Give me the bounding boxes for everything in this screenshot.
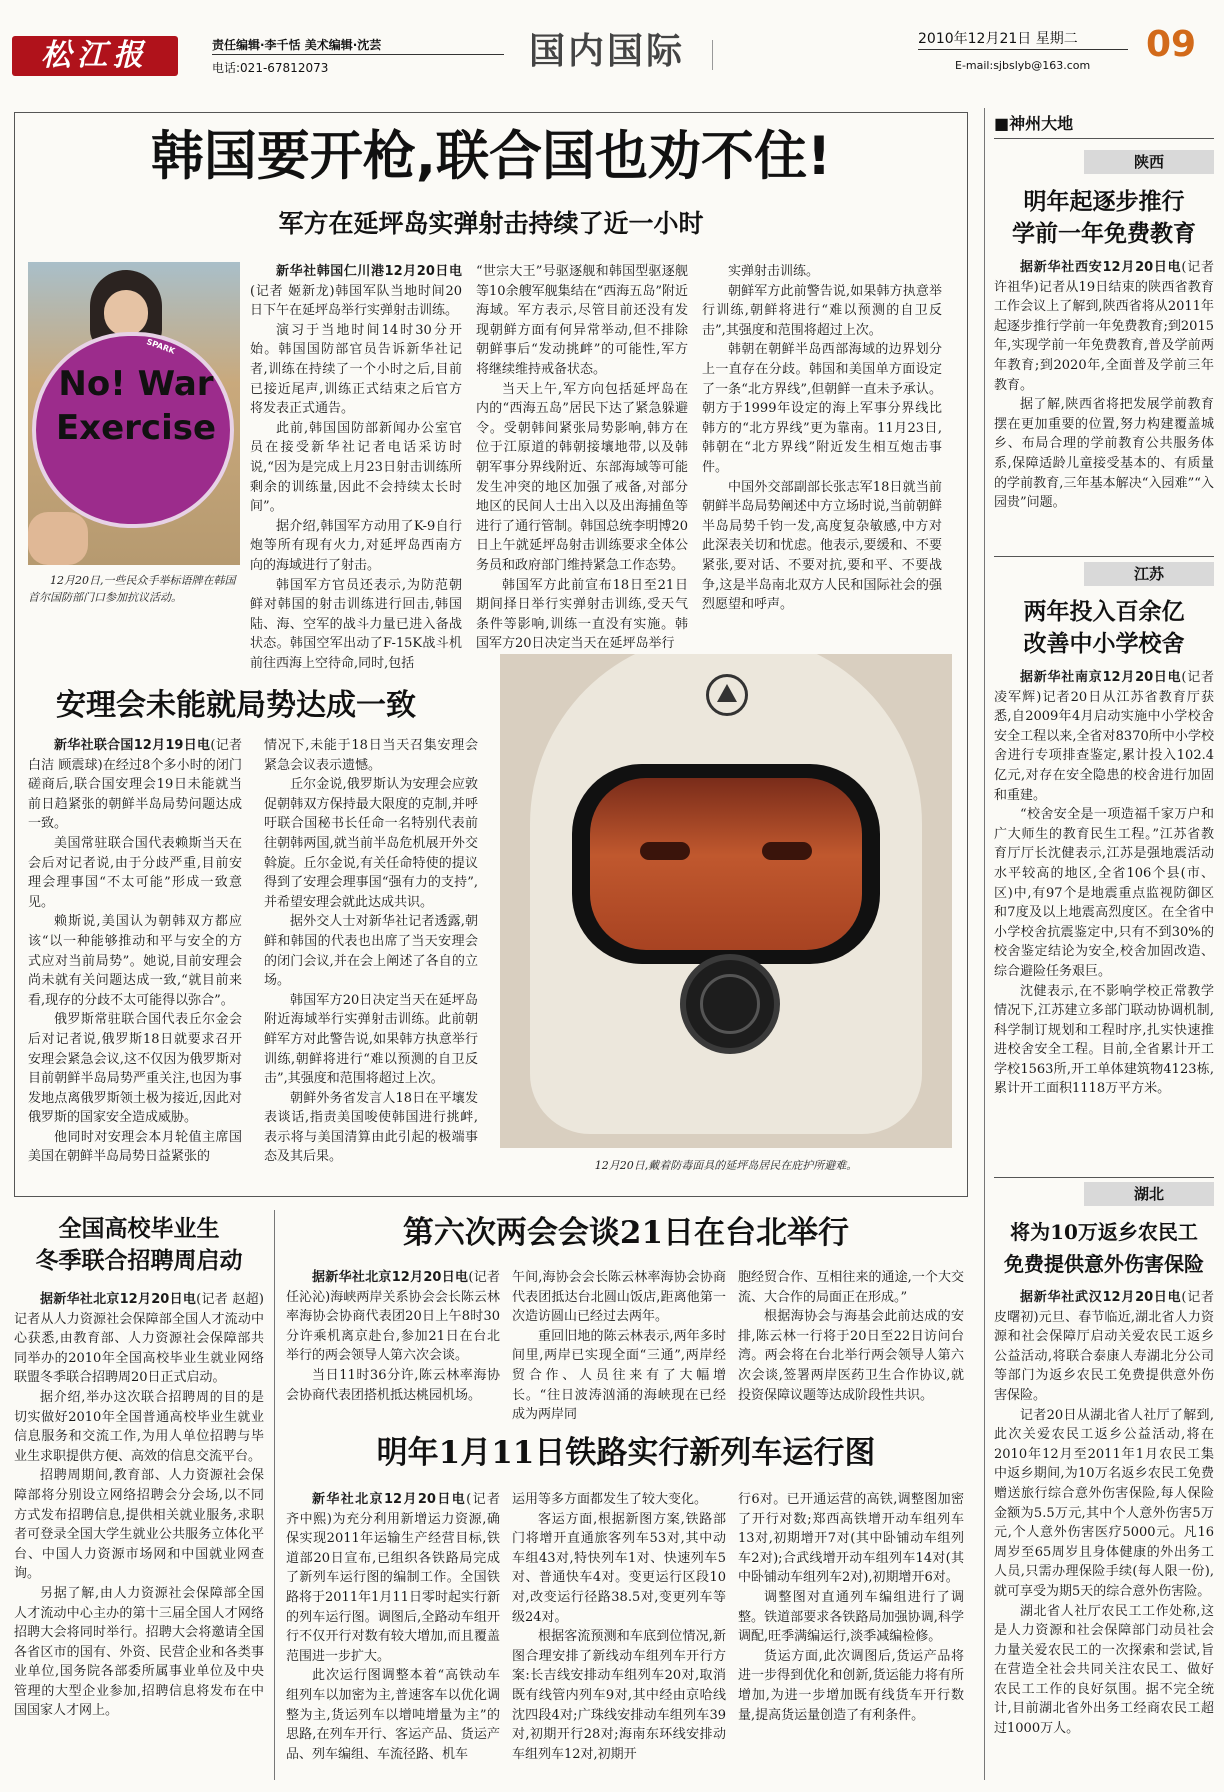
talks-column-3 — [738, 1268, 964, 1405]
newspaper-logo-text: 松江报 — [41, 38, 149, 73]
shaanxi-body — [994, 258, 1214, 513]
protest-photo — [28, 262, 240, 565]
eye-right — [762, 842, 812, 860]
talks-column-2 — [512, 1268, 726, 1425]
issue-date: 2010年12月21日 星期二 — [918, 31, 1078, 47]
jiangsu-paragraph: 据新华社南京12月20日电(记者 凌军辉)记者20日从江苏省教育厅获悉,自2009年4月启动实施中小学校舍安全工程以来,全省对8370所中小学校舍进行专项排查鉴定,累计投入102.4亿元,对存在安全隐患的校舍进行加固和重建。 — [994, 670, 1214, 803]
column-divider — [274, 1210, 275, 1780]
dateline: 新华社联合国12月19日电 — [54, 738, 211, 753]
un-column-1 — [28, 736, 242, 1167]
eye-left — [640, 842, 690, 860]
lead-column-3 — [702, 262, 942, 615]
jiangsu-headline-line2: 改善中小学校舍 — [1023, 630, 1185, 657]
hubei-body — [994, 1288, 1214, 1739]
hood-badge-mark — [717, 684, 737, 702]
lead-paragraph: 演习于当地时间14时30分开始。韩国国防部官员告诉新华社记者,训练在持续了一个小时之后,目前已接近尾声,训练正式结束之后官方将发表正式通告。 — [250, 322, 462, 417]
masthead — [0, 0, 1224, 90]
page-number: 09 — [1146, 24, 1197, 65]
hubei-headline-line2: 免费提供意外伤害保险 — [1004, 1252, 1204, 1276]
lead-paragraph: 据介绍,韩国军方动用了K-9自行炮等所有现有火力,对延坪岛西南方向的海域进行了射击。 — [250, 518, 462, 573]
talks-paragraph: 午间,海协会会长陈云林率海协会协商代表团抵达台北圆山饭店,距离他第一次造访圆山已经过去两年。 — [512, 1270, 726, 1325]
visor-face — [590, 778, 862, 950]
un-column-2 — [264, 736, 478, 1167]
rail-column-2 — [512, 1490, 726, 1764]
talks-paragraph: 胞经贸合作、互相往来的通途,一个大交流、大合作的局面正在形成。” — [738, 1270, 964, 1305]
talks-paragraph: 据新华社北京12月20日电(记者 任沁沁)海峡两岸关系协会会长陈云林率海协会协商代表团20日上午8时30分许乘机离京赴台,参加21日在台北举行的两会领导人第六次会谈。 — [286, 1270, 500, 1364]
lead-column-2 — [476, 262, 688, 654]
dateline: 新华社北京12月20日电 — [312, 1492, 467, 1507]
dateline: 据新华社北京12月20日电 — [312, 1270, 469, 1285]
dateline: 据新华社北京12月20日电 — [40, 1292, 197, 1307]
shaanxi-headline — [994, 186, 1214, 250]
un-paragraph: 韩国军方20日决定当天在延坪岛附近海域举行实弹射击训练。此前朝鲜军方对此警告说,如果韩方执意举行训练,朝鲜将进行“难以预测的自卫反击”,其强度和范围将超过上次。 — [264, 992, 478, 1087]
lead-paragraph: 此前,韩国国防部新闻办公室官员在接受新华社记者电话采访时说,“因为是完成上月23日射击训练所剩余的训练量,因此不会持续太长时间”。 — [250, 420, 462, 515]
un-paragraph: 赖斯说,美国认为朝韩双方都应该“以一种能够推动和平与安全的方式应对当前局势”。她说,目前安理会尚未就有关问题达成一致,“就目前来看,现存的分歧不太可能得以弥合”。 — [28, 914, 242, 1008]
un-paragraph: 情况下,未能于18日当天召集安理会紧急会议表示遗憾。 — [264, 738, 478, 773]
lead-paragraph: 韩国军方此前宣布18日至21日期间择日举行实弹射击训练,受天气条件等影响,训练一直没有实施。韩国军方20日决定当天在延坪岛举行 — [476, 577, 688, 652]
shaanxi-headline-line1: 明年起逐步推行 — [1023, 188, 1185, 215]
lead-paragraph: 韩朝在朝鲜半岛西部海域的边界划分上一直存在分歧。韩国和美国单方面设定了一条“北方界线”,但朝鲜一直未予承认。朝方于1999年设定的海上军事分界线比韩方的“北方界线”更为靠南。11月23日,韩朝在“北方界线”附近发生相互炮击事件。 — [702, 342, 942, 475]
rail-paragraph: 运用等多方面都发生了较大变化。 — [512, 1492, 708, 1507]
lead-paragraph: 新华社韩国仁川港12月20日电(记者 姬新龙)韩国军队当地时间20日下午在延坪岛举行实弹射击训练。 — [250, 264, 462, 319]
rail-headline: 明年1月11日铁路实行新列车运行图 — [376, 1435, 876, 1471]
un-headline: 安理会未能就局势达成一致 — [56, 688, 416, 723]
shaanxi-headline-line2: 学前一年免费教育 — [1012, 220, 1196, 247]
region-tag-hubei: 湖北 — [1084, 1182, 1214, 1206]
dateline: 据新华社武汉12月20日电 — [1020, 1290, 1182, 1305]
sidebar-header: ■神州大地 — [994, 114, 1074, 133]
editors-line: 责任编辑·李千恬 美术编辑·沈芸 — [212, 38, 382, 52]
rail-paragraph: 客运方面,根据新图方案,铁路部门将增开直通旅客列车53对,其中动车组43对,特快列车1对、快速列车5对、普通快车4对。变更运行区段10对,改变运行径路38.5对,变更列车等级24对。 — [512, 1511, 726, 1625]
sidebar-divider — [984, 108, 985, 1780]
hubei-paragraph: 湖北省人社厅农民工工作处称,这是人力资源和社会保障部门动员社会力量关爱农民工的一次探索和尝试,旨在营造全社会共同关注农民工、做好农民工工作的良好氛围。据不完全统计,目前湖北省外出务工经商农民工超过1000万人。 — [994, 1603, 1214, 1737]
talks-headline: 第六次两会会谈21日在台北举行 — [402, 1215, 850, 1251]
region-tag-shaanxi: 陕西 — [1084, 150, 1214, 174]
rail-paragraph: 新华社北京12月20日电(记者 齐中熙)为充分利用新增运力资源,确保实现2011年运输生产经营目标,铁道部20日宣布,已组织各铁路局完成了新列车运行图的编制工作。全国铁路将于2011年1月11日零时起实行新的列车运行图。调图后,全路动车组开行不仅开行对数有较大增加,而且覆盖范围进一步扩大。 — [286, 1492, 501, 1664]
hubei-paragraph: 记者20日从湖北省人社厅了解到,此次关爱农民工返乡公益活动,将在2010年12月至2011年1月农民工集中返乡期间,为10万名返乡农民工免费赠送旅行综合意外伤害保险,每人保险金额为5.5万元,其中个人意外伤害5万元,个人意外伤害医疗5000元。凡16周岁至65周岁且身体健康的外出务工人员,只需办理保险手续(每人限一份),就可享受为期5天的综合意外伤害险。 — [994, 1407, 1214, 1599]
dateline: 据新华社南京12月20日电 — [1020, 670, 1182, 685]
phone-line: 电话:021-67812073 — [212, 61, 329, 75]
dateline: 据新华社西安12月20日电 — [1020, 260, 1182, 275]
lead-paragraph: 朝鲜军方此前警告说,如果韩方执意举行训练,朝鲜将进行“难以预测的自卫反击”,其强度和范围将超过上次。 — [702, 283, 942, 338]
un-paragraph: 朝鲜外务省发言人18日在平壤发表谈话,指责美国唆使韩国进行挑衅,表示将与美国清算由此引起的极端事态及其后果。 — [264, 1090, 478, 1165]
un-paragraph: 新华社联合国12月19日电(记者 白洁 顾震球)在经过8个多小时的闭门磋商后,联合国安理会19日未能就当前日趋紧张的朝鲜半岛局势问题达成一致。 — [28, 738, 242, 832]
region-tag-jiangsu: 江苏 — [1084, 562, 1214, 586]
lead-paragraph: 中国外交部副部长张志军18日就当前朝鲜半岛局势阐述中方立场时说,当前朝鲜半岛局势千钧一发,高度复杂敏感,中方对此深表关切和忧虑。他表示,要缓和、不要紧张,要对话、不要对抗,要和平、不要战争,这是半岛南北双方人民和国际社会的强烈愿望和呼声。 — [702, 479, 942, 613]
jiangsu-headline — [994, 596, 1214, 660]
talks-paragraph: 当日11时36分许,陈云林率海协会协商代表团搭机抵达桃园机场。 — [286, 1367, 500, 1403]
rail-paragraph: 调整图对直通列车编组进行了调整。铁道部要求各铁路局加强协调,科学调配,旺季满编运行,淡季减编检修。 — [738, 1589, 964, 1645]
jobs-headline-line2: 冬季联合招聘周启动 — [35, 1247, 243, 1274]
lead-paragraph: 当天上午,军方向包括延坪岛在内的“西海五岛”居民下达了紧急躲避令。受朝韩间紧张局势影响,韩方在位于江原道的韩朝接壤地带,以及韩朝军事分界线附近、东部海域等可能发生冲突的地区加强了戒备,对部分地区的民间人士出入以及出海捕鱼等进行了通行管制。韩国总统李明博20日上午就延坪岛射击训练要求全体公务员和政府部门维持紧急工作态势。 — [476, 381, 688, 573]
lead-paragraph: 实弹射击训练。 — [728, 264, 820, 279]
date-rule — [918, 49, 1128, 50]
hubei-headline-line1: 将为10万返乡农民工 — [1010, 1220, 1198, 1244]
protest-hand — [28, 512, 88, 565]
un-paragraph: 俄罗斯常驻联合国代表丘尔金会后对记者说,俄罗斯18日就要求召开安理会紧急会议,这不仅因为俄罗斯对目前朝鲜半岛局势严重关注,也因为事发地点离俄罗斯领土极为接近,因此对俄罗斯的国家安全造成威胁。 — [28, 1012, 242, 1126]
jobs-paragraph: 据新华社北京12月20日电(记者 赵超)记者从人力资源社会保障部全国人才流动中心获悉,由教育部、人力资源社会保障部共同举办的2010年全国高校毕业生就业网络联盟冬季联合招聘周20日正式启动。 — [14, 1292, 265, 1386]
dateline: 新华社韩国仁川港12月20日电 — [276, 264, 462, 279]
un-paragraph: 丘尔金说,俄罗斯认为安理会应敦促朝韩双方保持最大限度的克制,并呼吁联合国秘书长任命一名特别代表前往朝韩两国,就当前半岛危机展开外交斡旋。丘尔金说,有关任命特使的提议得到了安理会理事国“强有力的支持”,并希望安理会就此达成共识。 — [264, 777, 478, 910]
jobs-headline — [14, 1213, 264, 1277]
un-paragraph: 他同时对安理会本月轮值主席国美国在朝鲜半岛局势日益紧张的 — [28, 1129, 242, 1165]
un-paragraph: 美国常驻联合国代表赖斯当天在会后对记者说,由于分歧严重,目前安理会理事国“不太可能”形成一致意见。 — [28, 835, 242, 910]
rail-paragraph: 行6对。已开通运营的高铁,调整图加密了开行对数;郑西高铁增开动车组列车13对,初期增开7对(其中卧铺动车组列车2对);合武线增开动车组列车14对(其中卧铺动车组列车2对),初期增开6对。 — [738, 1492, 964, 1586]
jiangsu-body — [994, 668, 1214, 1099]
shaanxi-paragraph: 据了解,陕西省将把发展学前教育摆在更加重要的位置,努力构建覆盖城乡、布局合理的学前教育公共服务体系,保障适龄儿童接受基本的、有质量的学前教育,三年基本解决“入园难”“入园贵”问题。 — [994, 397, 1214, 511]
lead-headline: 韩国要开枪,联合国也劝不住! — [150, 126, 832, 187]
rail-column-3 — [738, 1490, 964, 1725]
talks-paragraph: 根据海协会与海基会此前达成的安排,陈云林一行将于20日至22日访问台湾。两会将在台北举行两会领导人第六次会谈,签署两岸医药卫生合作协议,就投资保障议题等达成阶段性共识。 — [738, 1309, 964, 1403]
protest-photo-caption: 12月20日,一些民众手举标语牌在韩国首尔国防部门口参加抗议活动。 — [28, 574, 236, 604]
jiangsu-headline-line1: 两年投入百余亿 — [1023, 598, 1185, 625]
shaanxi-paragraph: 据新华社西安12月20日电(记者 许祖华)记者从19日结束的陕西省教育工作会议上了解到,陕西省将从2011年起逐步推行学前一年免费教育;到2015年,实现学前一年免费教育,普及学前两年教育;到2020年,全面普及学前三年教育。 — [994, 260, 1214, 393]
lead-subheadline: 军方在延坪岛实弹射击持续了近一小时 — [278, 209, 704, 238]
jobs-paragraph: 招聘周期间,教育部、人力资源社会保障部将分别设立网络招聘会分会场,以不同方式发布招聘信息,提供相关就业服务,求职者可登录全国大学生就业公共服务立体化平台、中国人力资源市场网和中国就业网查询。 — [14, 1468, 264, 1582]
hubei-headline — [994, 1216, 1214, 1280]
un-paragraph: 据外交人士对新华社记者透露,朝鲜和韩国的代表也出席了当天安理会的闭门会议,并在会上阐述了各自的立场。 — [264, 914, 478, 989]
rail-paragraph: 货运方面,此次调图后,货运产品将进一步得到优化和创新,货运能力将有所增加,为进一步增加既有线货车开行数量,提高货运量创造了有利条件。 — [738, 1648, 964, 1723]
editors-rule — [212, 54, 504, 55]
protester-face — [104, 290, 148, 336]
gas-mask-photo — [500, 654, 952, 1148]
sidebar-header-rule — [994, 138, 1214, 139]
filter-ring — [700, 974, 760, 1034]
sidebar-rule — [994, 556, 1214, 557]
sidebar-rule — [994, 1177, 1214, 1178]
jobs-body — [14, 1290, 264, 1721]
rail-paragraph: 此次运行图调整本着“高铁动车组列车以加密为主,普速客车以优化调整为主,货运列车以增吨增量为主”的思路,在列车开行、客运产品、货运产品、列车编组、车流径路、机车 — [286, 1668, 500, 1762]
lead-column-1 — [250, 262, 462, 673]
rail-paragraph: 根据客流预测和车底到位情况,新图合理安排了新线动车组列车开行方案:长吉线安排动车组列车20对,取消既有线管内列车9对,其中经由京哈线沈四段4对;广珠线安排动车组列车39对,初期开行28对;海南东环线安排动车组列车12对,初期开 — [512, 1629, 726, 1762]
gas-mask-photo-caption: 12月20日,戴着防毒面具的延坪岛居民在庇护所避难。 — [594, 1159, 858, 1172]
lead-paragraph: 韩国军方官员还表示,为防范朝鲜对韩国的射击训练进行回击,韩国陆、海、空军的战斗力量已进入备战状态。韩国空军出动了F-15K战斗机前往西海上空待命,同时,包括 — [250, 577, 462, 671]
jobs-paragraph: 另据了解,由人力资源社会保障部全国人才流动中心主办的第十三届全国人才网络招聘大会将同时举行。招聘大会将邀请全国各省区市的国有、外资、民营企业和各类事业单位,国务院各部委所属事业单位及中央管理的大型企业参加,招聘信息将发布在中国国家人才网上。 — [14, 1585, 264, 1719]
contact-email: E-mail:sjbslyb@163.com — [955, 59, 1091, 72]
section-title: 国内国际 — [528, 31, 685, 72]
rail-column-1 — [286, 1490, 500, 1764]
jobs-headline-line1: 全国高校毕业生 — [58, 1215, 220, 1242]
talks-paragraph: 重回旧地的陈云林表示,两年多时间里,两岸已实现全面“三通”,两岸经贸合作、人员往来有了大幅增长。“往日波涛汹涌的海峡现在已经成为两岸同 — [512, 1328, 726, 1423]
protest-sign-label: SPARK — [145, 337, 177, 356]
protest-sign-text: No! War Exercise — [55, 364, 217, 448]
talks-column-1 — [286, 1268, 500, 1405]
lead-paragraph: “世宗大王”号驱逐舰和韩国型驱逐舰等10余艘军舰集结在“西海五岛”附近海域。军方表示,尽管目前还没有发现朝鲜方面有何异常举动,但不排除朝鲜事后“发动挑衅”的可能性,军方将继续维持戒备状态。 — [476, 264, 688, 377]
hubei-paragraph: 据新华社武汉12月20日电(记者 皮曙初)元旦、春节临近,湖北省人力资源和社会保障厅启动关爱农民工返乡公益活动,将联合泰康人寿湖北分公司等部门为返乡农民工免费提供意外伤害保险。 — [994, 1290, 1214, 1403]
jobs-paragraph: 据介绍,举办这次联合招聘周的目的是切实做好2010年全国普通高校毕业生就业信息服务和交流工作,为用人单位招聘与毕业生求职提供方便、高效的信息交流平台。 — [14, 1389, 264, 1464]
section-divider — [712, 40, 713, 70]
jiangsu-paragraph: 沈健表示,在不影响学校正常教学情况下,江苏建立多部门联动协调机制,科学制订规划和工程时序,扎实快速推进校舍安全工程。目前,全省累计开工学校1563所,开工单体建筑物4123栋,累计开工面积1118万平方米。 — [994, 983, 1214, 1097]
jiangsu-paragraph: “校舍安全是一项造福千家万户和广大师生的教育民生工程。”江苏省教育厅厅长沈健表示,江苏是强地震活动水平较高的地区,全省106个县(市、区)中,有97个是地震重点监视防御区和7度及以上地震高烈度区。在全省中小学校舍抗震鉴定中,只有不到30%的校舍鉴定结论为安全,校舍加固改造、综合避险任务艰巨。 — [994, 807, 1214, 979]
